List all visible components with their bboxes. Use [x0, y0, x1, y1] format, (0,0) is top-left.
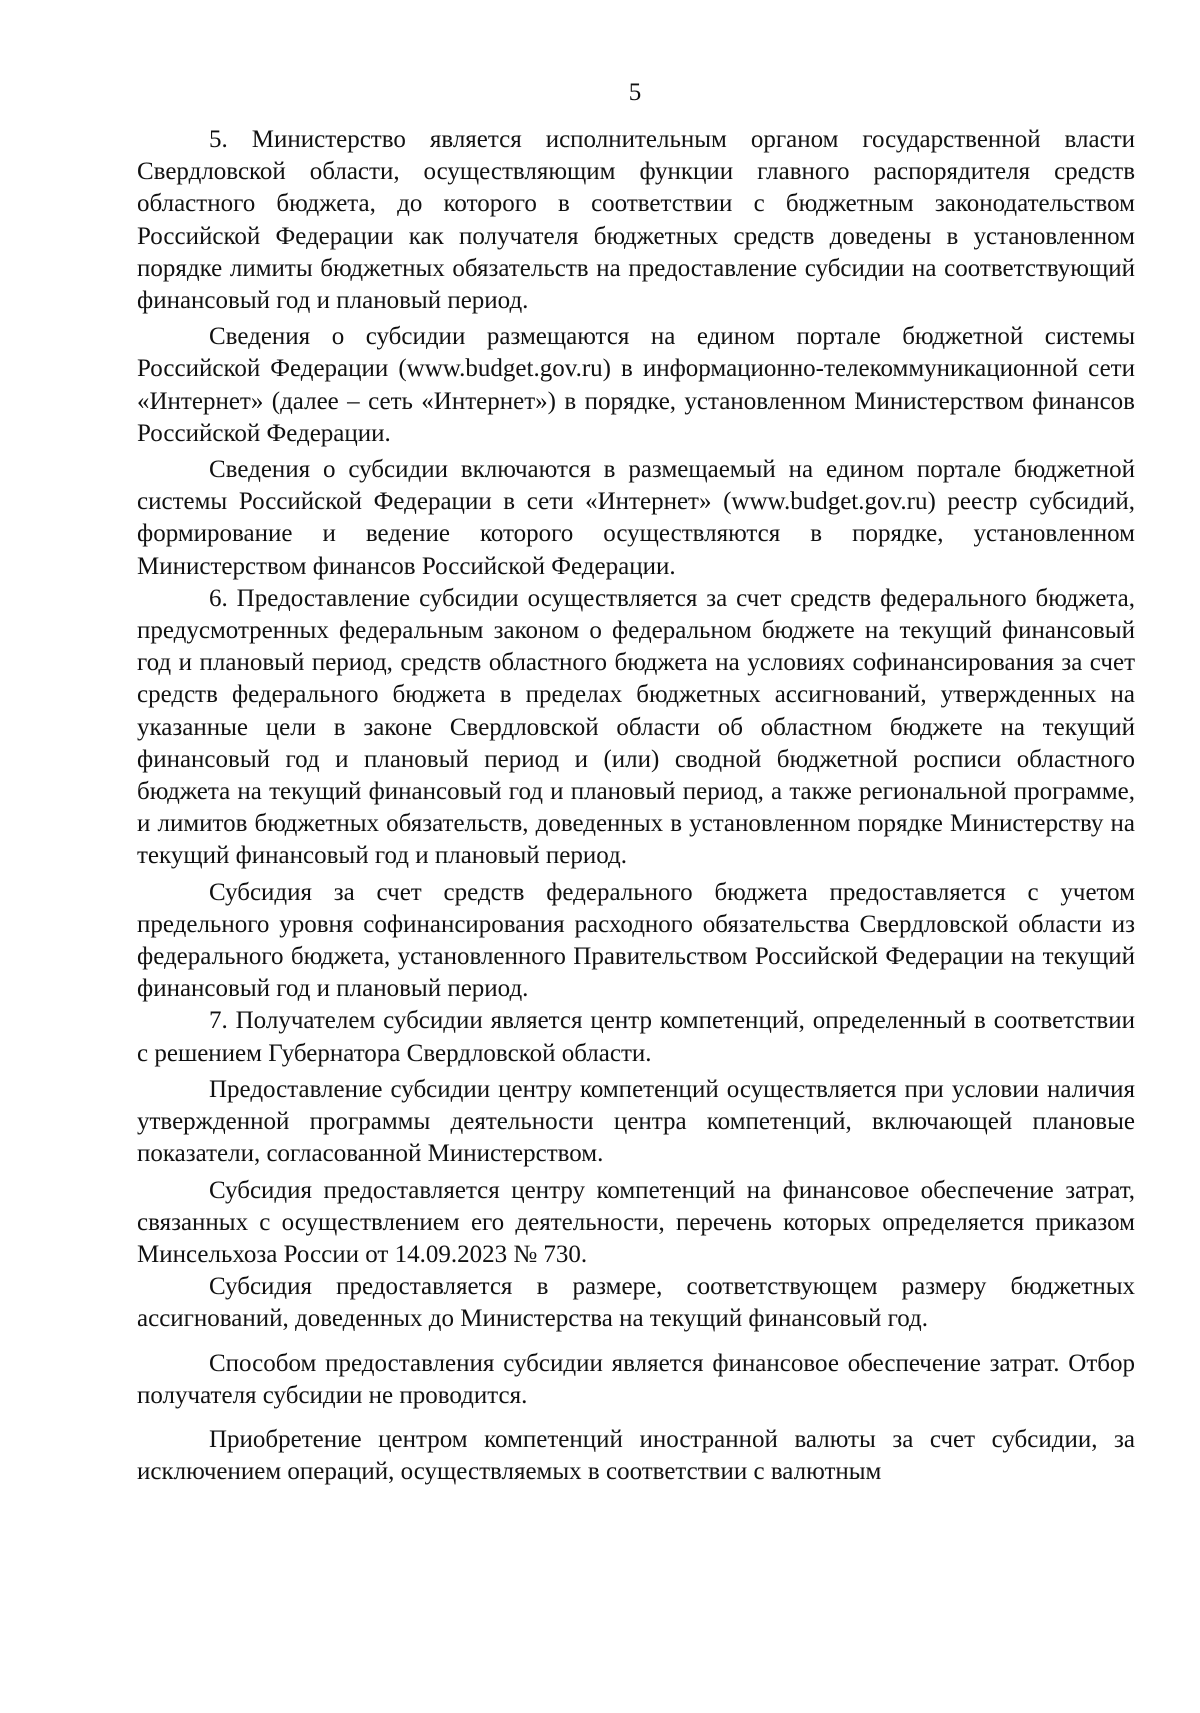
paragraph-item-5: 5. Министерство является исполнительным органом государственной власти Свердловской области, осуществляющим функции главного распорядителя средств областного бюджета, до которого в соответствии с бюджетным законодательством Российской Федерации как получателя бюджетных средств доведены в установленном порядке лимиты бюджетных обязательств на предоставление субсидии на соответствующий финансовый год и плановый период. [137, 126, 1135, 315]
paragraph-cost-coverage: Субсидия предоставляется центру компетенций на финансовое обеспечение затрат, связанных с осуществлением его деятельности, перечень которых определяется приказом Минсельхоза России от 14.09.2023 № 730. [137, 1176, 1135, 1268]
paragraph-budget-portal-info: Сведения о субсидии размещаются на едином портале бюджетной системы Российской Федерации (www.budget.gov.ru) в информационно-телекоммуникационной сети «Интернет» (далее – сеть «Интернет») в порядке, установленном Министерством финансов Российской Федерации. [137, 323, 1135, 447]
paragraph-provision-method: Способом предоставления субсидии является финансовое обеспечение затрат. Отбор получателя субсидии не проводится. [137, 1349, 1135, 1409]
paragraph-subsidy-amount: Субсидия предоставляется в размере, соответствующем размеру бюджетных ассигнований, доведенных до Министерства на текущий финансовый год. [137, 1273, 1135, 1333]
page-number: 5 [628, 79, 642, 106]
paragraph-program-condition: Предоставление субсидии центру компетенций осуществляется при условии наличия утвержденной программы деятельности центра компетенций, включающей плановые показатели, согласованной Министерством. [137, 1075, 1135, 1168]
paragraph-subsidy-registry: Сведения о субсидии включаются в размещаемый на едином портале бюджетной системы Российской Федерации в сети «Интернет» (www.budget.gov.ru) реестр субсидий, формирование и ведение которого осуществляются в порядке, установленном Министерством финансов Российской Федерации. [137, 456, 1135, 580]
document-body [137, 124, 1135, 1488]
paragraph-foreign-currency: Приобретение центром компетенций иностранной валюты за счет субсидии, за исключением операций, осуществляемых в соответствии с валютным [137, 1425, 1135, 1486]
paragraph-item-7: 7. Получателем субсидии является центр компетенций, определенный в соответствии с решением Губернатора Свердловской области. [137, 1007, 1135, 1067]
paragraph-item-6: 6. Предоставление субсидии осуществляется за счет средств федерального бюджета, предусмотренных федеральным законом о федеральном бюджете на текущий финансовый год и плановый период, средств областного бюджета на условиях софинансирования за счет средств федерального бюджета в пределах бюджетных ассигнований, утвержденных на указанные цели в законе Свердловской области об областном бюджете на текущий финансовый год и плановый период и (или) сводной бюджетной росписи областного бюджета на текущий финансовый год и плановый период, а также региональной программе, и лимитов бюджетных обязательств, доведенных в установленном порядке Министерству на текущий финансовый год и плановый период. [137, 584, 1135, 870]
paragraph-cofinancing-level: Субсидия за счет средств федерального бюджета предоставляется с учетом предельного уровня софинансирования расходного обязательства Свердловской области из федерального бюджета, установленного Правительством Российской Федерации на текущий финансовый год и плановый период. [137, 878, 1135, 1003]
